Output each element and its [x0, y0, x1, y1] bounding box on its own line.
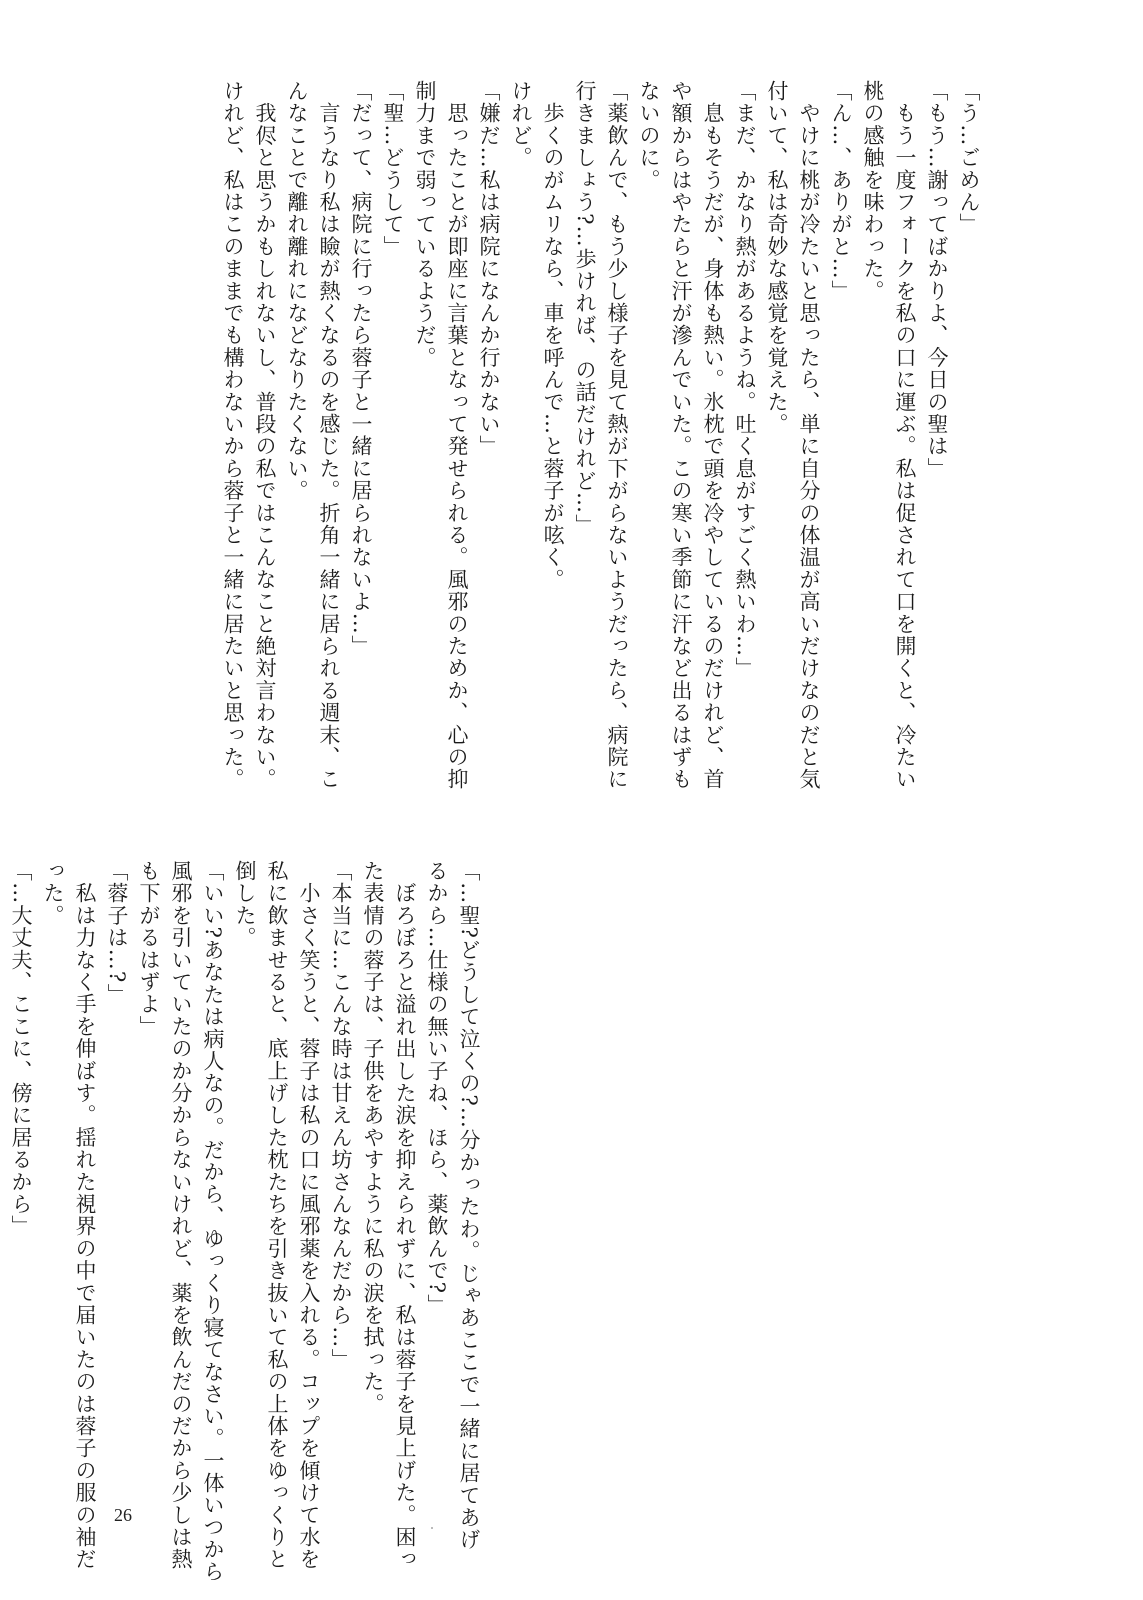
- text-line: 風邪を引いていたのか分からないけれど、薬を飲んだのだから少しは熱: [169, 860, 193, 1571]
- page-number: 26: [114, 1505, 132, 1525]
- scan-dot: [431, 1527, 433, 1529]
- text-line: 「蓉子は…?」: [105, 860, 129, 1006]
- text-line: 「…大丈夫、ここに、傍に居るから」: [9, 860, 33, 1238]
- text-line: 「まだ、かなり熱があるようね。吐く息がすごく熱いわ…」: [733, 80, 757, 680]
- text-line: 歩くのがムリなら、車を呼んで…と蓉子が呟く。: [541, 80, 565, 591]
- text-line: 息もそうだが、身体も熱い。氷枕で頭を冷やしているのだけれど、首: [701, 80, 725, 791]
- text-line: ぼろぼろと溢れ出した涙を抑えられずに、私は蓉子を見上げた。困っ: [393, 860, 417, 1571]
- text-line: ないのに。: [637, 80, 661, 191]
- text-line: 「いい?あなたは病人なの。だから、ゆっくり寝てなさい。一体いつから: [201, 860, 225, 1583]
- text-line: 倒した。: [233, 860, 257, 949]
- text-line: った。: [41, 860, 65, 927]
- text-block-upper: [217, 80, 985, 791]
- text-line: 「…聖?どうして泣くの?…分かったわ。じゃあここで一緒に居てあげ: [457, 860, 481, 1551]
- text-line: 「だって、病院に行ったら蓉子と一緒に居られないよ…」: [349, 80, 373, 658]
- text-line: 「薬飲んで、もう少し様子を見て熱が下がらないようだったら、病院に: [605, 80, 629, 791]
- text-line: 桃の感触を味わった。: [861, 80, 885, 302]
- text-line: もう一度フォークを私の口に運ぶ。私は促されて口を開くと、冷たい: [893, 80, 917, 791]
- text-line: 「本当に…こんな時は甘えん坊さんなんだから…」: [329, 860, 353, 1371]
- text-line: 「もう…謝ってばかりよ、今日の聖は」: [925, 80, 949, 480]
- text-line: 小さく笑うと、蓉子は私の口に風邪薬を入れる。コップを傾けて水を: [297, 860, 321, 1571]
- text-line: 私に飲ませると、底上げした枕たちを引き抜いて私の上体をゆっくりと: [265, 860, 289, 1571]
- text-line: るから…仕様の無い子ね、ほら、薬飲んで?」: [425, 860, 449, 1317]
- text-line: 我侭と思うかもしれないし、普段の私ではこんなこと絶対言わない。: [253, 80, 277, 791]
- text-line: 思ったことが即座に言葉となって発せられる。風邪のためか、心の抑: [445, 80, 469, 791]
- text-line: 制力まで弱っているようだ。: [413, 80, 437, 369]
- text-line: 「う…ごめん」: [957, 80, 981, 236]
- text-line: けれど。: [509, 80, 533, 169]
- text-line: けれど、私はこのままでも構わないから蓉子と一緒に居たいと思った。: [221, 80, 245, 791]
- text-line: や額からはやたらと汗が滲んでいた。この寒い季節に汗など出るはずも: [669, 80, 693, 791]
- text-line: 「嫌だ…私は病院になんか行かない」: [477, 80, 501, 458]
- text-line: 行きましょう?…歩ければ、の話だけれど…」: [573, 80, 597, 537]
- text-line: やけに桃が冷たいと思ったら、単に自分の体温が高いだけなのだと気: [797, 80, 821, 791]
- text-line: た表情の蓉子は、子供をあやすように私の涙を拭った。: [361, 860, 385, 1415]
- text-line: 「聖…どうして」: [381, 80, 405, 258]
- text-line: 言うなり私は瞼が熱くなるのを感じた。折角一緒に居られる週末、こ: [317, 80, 341, 791]
- text-line: 私は力なく手を伸ばす。揺れた視界の中で届いたのは蓉子の服の袖だ: [73, 860, 97, 1571]
- text-line: 付いて、私は奇妙な感覚を覚えた。: [765, 80, 789, 436]
- text-line: [0, 860, 5, 1500]
- text-line: んなことで離れ離れになどなりたくない。: [285, 80, 309, 502]
- text-line: 「ん…、ありがと…」: [829, 80, 853, 302]
- text-line: も下がるはずよ」: [137, 860, 161, 1038]
